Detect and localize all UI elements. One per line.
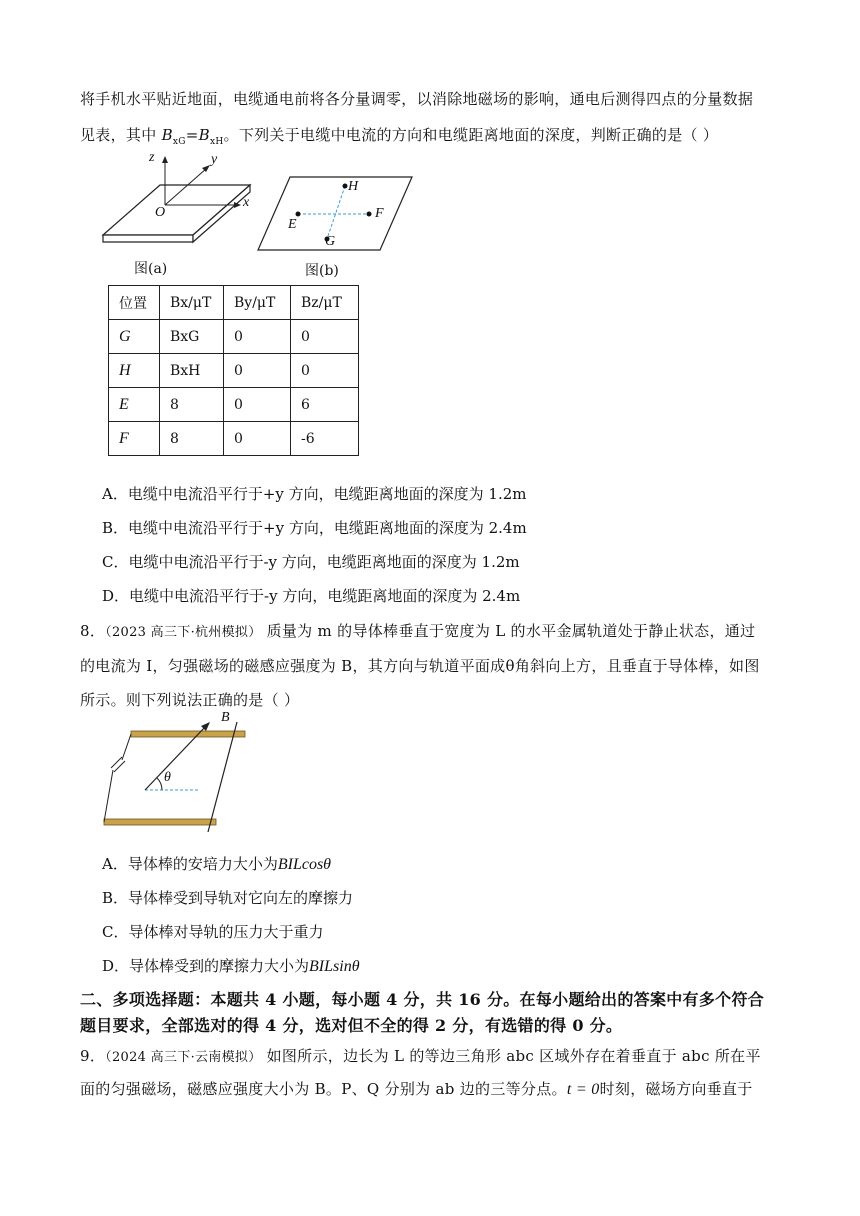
table-cell: -6 <box>291 422 359 456</box>
q8-number: 8． <box>80 622 106 640</box>
table-cell: F <box>109 422 160 456</box>
table-header-cell: Bz/μT <box>291 286 359 320</box>
q8-option-d <box>102 955 360 976</box>
q8-option-d-math: BILsinθ <box>309 958 360 975</box>
intro-sub-2: xH <box>209 137 224 147</box>
q8-option-b: B．导体棒受到导轨对它向左的摩擦力 <box>102 889 354 907</box>
q8-fig-theta-label: θ <box>164 770 171 785</box>
q8-line-2: 的电流为 I，匀强磁场的磁感应强度为 B，其方向与轨道平面成θ角斜向上方，且垂直于导体棒，如图 <box>80 657 760 675</box>
q9-number: 9． <box>80 1047 106 1065</box>
point-f-label: F <box>375 206 384 221</box>
table-cell: E <box>109 388 160 422</box>
table-row <box>109 320 359 354</box>
q8-option-a-text: A．导体棒的安培力大小为 <box>102 855 278 873</box>
section-2-line-1: 二、多项选择题：本题共 4 小题，每小题 4 分，共 16 分。在每小题给出的答案中有多个符合 <box>80 990 765 1009</box>
table-header-row <box>109 286 359 320</box>
data-table <box>108 285 359 456</box>
q9-line-2-post: 时刻，磁场方向垂直于 <box>599 1080 753 1098</box>
table-cell: 8 <box>160 388 224 422</box>
table-row <box>109 422 359 456</box>
figure-a-diagram <box>95 150 265 260</box>
q8-option-a <box>102 853 331 874</box>
q7-option-c: C．电缆中电流沿平行于-y 方向，电缆距离地面的深度为 1.2m <box>102 553 520 571</box>
intro-eq-b: B <box>161 126 173 144</box>
point-e-label: E <box>288 217 297 232</box>
q9-line-1 <box>80 1045 761 1066</box>
axis-y-label: y <box>211 152 218 167</box>
intro-eq-mid: =B <box>185 126 210 144</box>
table-cell: G <box>109 320 160 354</box>
q8-option-d-text: D．导体棒受到的摩擦力大小为 <box>102 957 310 975</box>
section-2-line-2: 题目要求，全部选对的得 4 分，选对但不全的得 2 分，有选错的得 0 分。 <box>80 1016 623 1035</box>
q8-fig-b-label: B <box>221 710 230 725</box>
table-cell: 0 <box>224 422 291 456</box>
q9-source: （2024 高三下·云南模拟） <box>105 1050 262 1065</box>
q8-line-1 <box>80 620 755 641</box>
table-cell: 0 <box>224 320 291 354</box>
q8-option-a-math: BILcosθ <box>277 856 332 873</box>
intro-sub-1: xG <box>172 137 186 147</box>
intro-line-1: 将手机水平贴近地面，电缆通电前将各分量调零，以消除地磁场的影响，通电后测得四点的分量数据 <box>80 90 754 108</box>
q8-option-c: C．导体棒对导轨的压力大于重力 <box>102 923 324 941</box>
table-cell: H <box>109 354 160 388</box>
origin-label: O <box>155 205 166 220</box>
axis-x-label: x <box>243 195 250 210</box>
point-g-label: G <box>325 234 336 249</box>
q7-option-b: B．电缆中电流沿平行于+y 方向，电缆距离地面的深度为 2.4m <box>102 519 527 537</box>
table-cell: 0 <box>291 320 359 354</box>
table-cell: 0 <box>291 354 359 388</box>
table-cell: 0 <box>224 354 291 388</box>
q8-line-3: 所示。则下列说法正确的是（ ） <box>80 691 300 709</box>
table-cell: BxH <box>160 354 224 388</box>
table-header-cell: By/μT <box>224 286 291 320</box>
figure-b-diagram <box>255 172 425 254</box>
table-cell: 8 <box>160 422 224 456</box>
table-cell: 0 <box>224 388 291 422</box>
q9-line-2 <box>80 1078 753 1099</box>
q8-rail-diagram <box>100 712 260 832</box>
q7-option-d: D．电缆中电流沿平行于-y 方向，电缆距离地面的深度为 2.4m <box>102 587 521 605</box>
figure-a-label: 图(a) <box>134 261 168 277</box>
q8-line-1-text: 质量为 m 的导体棒垂直于宽度为 L 的水平金属轨道处于静止状态，通过 <box>261 622 756 640</box>
intro-line-2-post: 。下列关于电缆中电流的方向和电缆距离地面的深度，判断正确的是（ ） <box>223 126 719 144</box>
axis-z-label: z <box>149 150 155 165</box>
intro-line-2 <box>80 124 718 147</box>
q8-source: （2023 高三下·杭州模拟） <box>105 625 262 640</box>
table-row <box>109 354 359 388</box>
table-cell: BxG <box>160 320 224 354</box>
q9-line-2-text: 面的匀强磁场，磁感应强度大小为 B。P、Q 分别为 ab 边的三等分点。 <box>80 1080 567 1098</box>
table-header-cell: 位置 <box>109 286 160 320</box>
table-row <box>109 388 359 422</box>
q9-math: t = 0 <box>566 1081 600 1098</box>
table-header-cell: Bx/μT <box>160 286 224 320</box>
q7-option-a: A．电缆中电流沿平行于+y 方向，电缆距离地面的深度为 1.2m <box>102 485 527 503</box>
table-cell: 6 <box>291 388 359 422</box>
q9-line-1-text: 如图所示，边长为 L 的等边三角形 abc 区域外存在着垂直于 abc 所在平 <box>261 1047 761 1065</box>
figure-b-label: 图(b) <box>305 263 339 279</box>
point-h-label: H <box>348 179 359 194</box>
intro-line-2-pre: 见表，其中 <box>80 126 162 144</box>
